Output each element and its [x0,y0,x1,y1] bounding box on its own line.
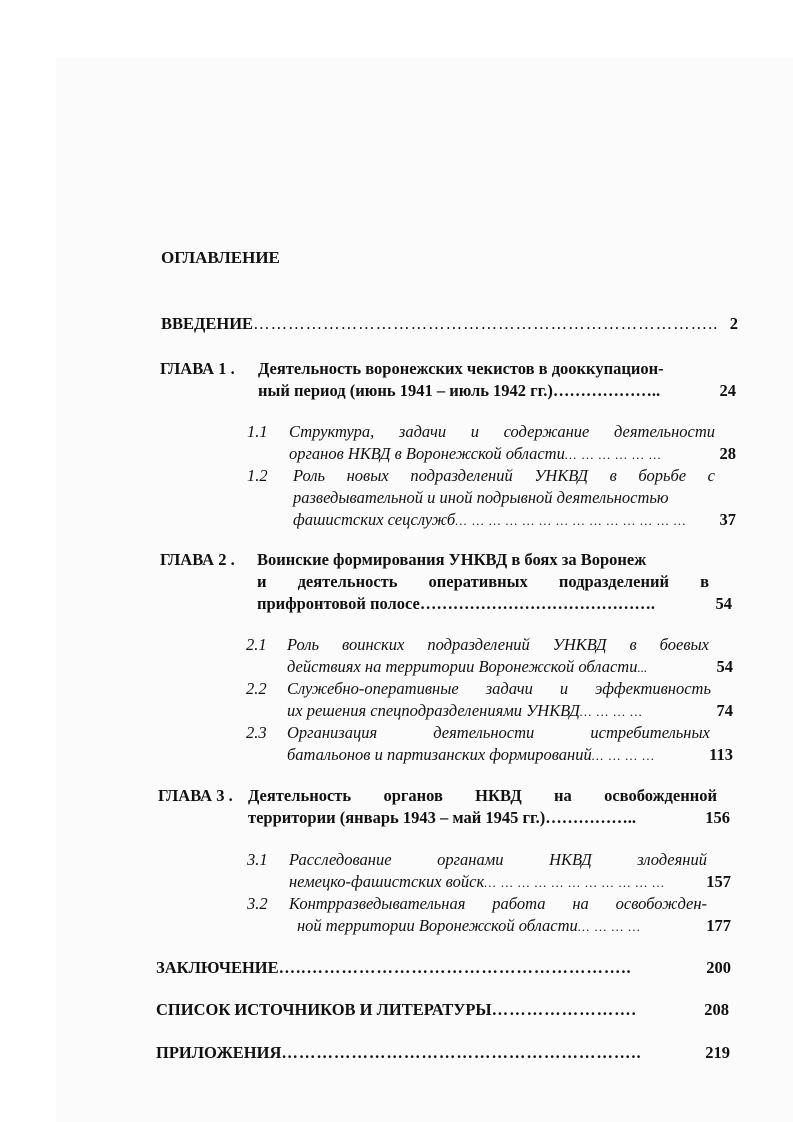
section-title-line [293,509,736,532]
toc-label: СПИСОК ИСТОЧНИКОВ И ЛИТЕРАТУРЫ [156,1000,492,1019]
section-number: 3.1 [247,850,268,869]
chapter-title-line: Деятельность воронежских чекистов в дооккупацион- [258,359,664,378]
toc-page-number: 219 [705,1043,730,1062]
toc-leader: …..……………………………………………….. [278,958,632,977]
toc-page-number: 200 [706,958,731,977]
section-title-line: Расследование органами НКВД злодеяний [289,850,707,869]
page-title: ОГЛАВЛЕНИЕ [161,248,280,267]
toc-page-number: 177 [706,916,731,935]
toc-leader: ... … … … … … … … … … … … … … [455,513,687,528]
section-title-text: батальонов и партизанских формирований [287,745,592,764]
section-title-line: Роль воинских подразделений УНКВД в боевых [287,635,709,654]
chapter-prefix: ГЛАВА 1 . [160,359,235,378]
toc-page-number: 28 [719,444,736,463]
section-title-line: Контрразведывательная работа на освобожден- [289,894,707,913]
toc-page-number: 74 [716,701,733,720]
section-title-line [287,700,733,723]
section-title-line [287,744,733,767]
toc-label: ЗАКЛЮЧЕНИЕ [156,958,279,977]
section-title-text: действиях на территории Воронежской области [287,657,638,676]
section-title-text: фашистских сецслужб [293,510,456,529]
chapter-title-text: прифронтовой полосе……………………………………. [257,594,655,613]
toc-entry-sources [156,999,729,1021]
toc-leader: ... … … … … … [564,447,662,462]
toc-page-number: 113 [709,745,733,764]
section-number: 1.2 [247,466,268,485]
section-title-line [289,443,736,466]
toc-page-number: 208 [704,1000,729,1019]
toc-entry-introduction [161,313,738,335]
section-title-text: их решения спецподразделениями УНКВД [287,701,580,720]
toc-page-number: 24 [719,381,736,400]
toc-page-number: 54 [715,594,732,613]
toc-leader: …………………………………………………………………….. [253,314,719,333]
chapter-title-text: ный период (июнь 1941 – июль 1942 гг.)……………….. [258,381,661,400]
chapter-prefix: ГЛАВА 3 . [158,786,233,805]
toc-page-number: 156 [705,808,730,827]
chapter-title-line [258,380,736,402]
toc-page-number: 2 [729,314,738,333]
toc-leader: ……………………. [491,1000,637,1019]
section-number: 2.1 [246,635,267,654]
section-title-text: немецко-фашистских войск [289,872,485,891]
toc-label: ПРИЛОЖЕНИЯ [156,1043,282,1062]
section-title-line: разведывательной и иной подрывной деятельностью [293,488,669,507]
chapter-prefix: ГЛАВА 2 . [160,550,235,569]
chapter-title-line: и деятельность оперативных подразделений в [257,572,709,591]
section-title-line: Организация деятельности истребительных [287,723,710,742]
toc-leader: ... … … … … … … … … … … [484,875,666,890]
toc-leader: … … … … [579,704,643,719]
section-title-line: Роль новых подразделений УНКВД в борьбе с [293,466,715,485]
section-title-text: органов НКВД в Воронежской области [289,444,565,463]
section-number: 3.2 [247,894,268,913]
section-number: 1.1 [247,422,268,441]
toc-leader: …………………………………………………….. [281,1043,642,1062]
toc-leader: ... … … … [577,919,641,934]
section-title-line [287,656,733,679]
toc-entry-appendices [156,1042,730,1064]
chapter-title-line: Деятельность органов НКВД на освобожденной [248,786,717,805]
toc-leader: ... … … … [591,748,655,763]
section-number: 2.2 [246,679,267,698]
chapter-title-text: территории (январь 1943 – май 1945 гг.)…………….. [248,808,636,827]
section-title-line [289,871,731,894]
toc-label: ВВЕДЕНИЕ [161,314,254,333]
section-title-line: Служебно-оперативные задачи и эффективность [287,679,711,698]
chapter-title-line [257,593,732,615]
toc-entry-conclusion [156,957,731,979]
toc-page-number: 37 [719,510,736,529]
toc-leader: ... [637,660,648,675]
section-number: 2.3 [246,723,267,742]
section-title-line: Структура, задачи и содержание деятельности [289,422,715,441]
chapter-title-line: Воинские формирования УНКВД в боях за Воронеж [257,550,647,569]
section-title-text: ной территории Воронежской области [297,916,578,935]
toc-page-number: 157 [706,872,731,891]
chapter-title-line [248,807,730,829]
section-title-line [297,915,731,938]
toc-page-number: 54 [716,657,733,676]
